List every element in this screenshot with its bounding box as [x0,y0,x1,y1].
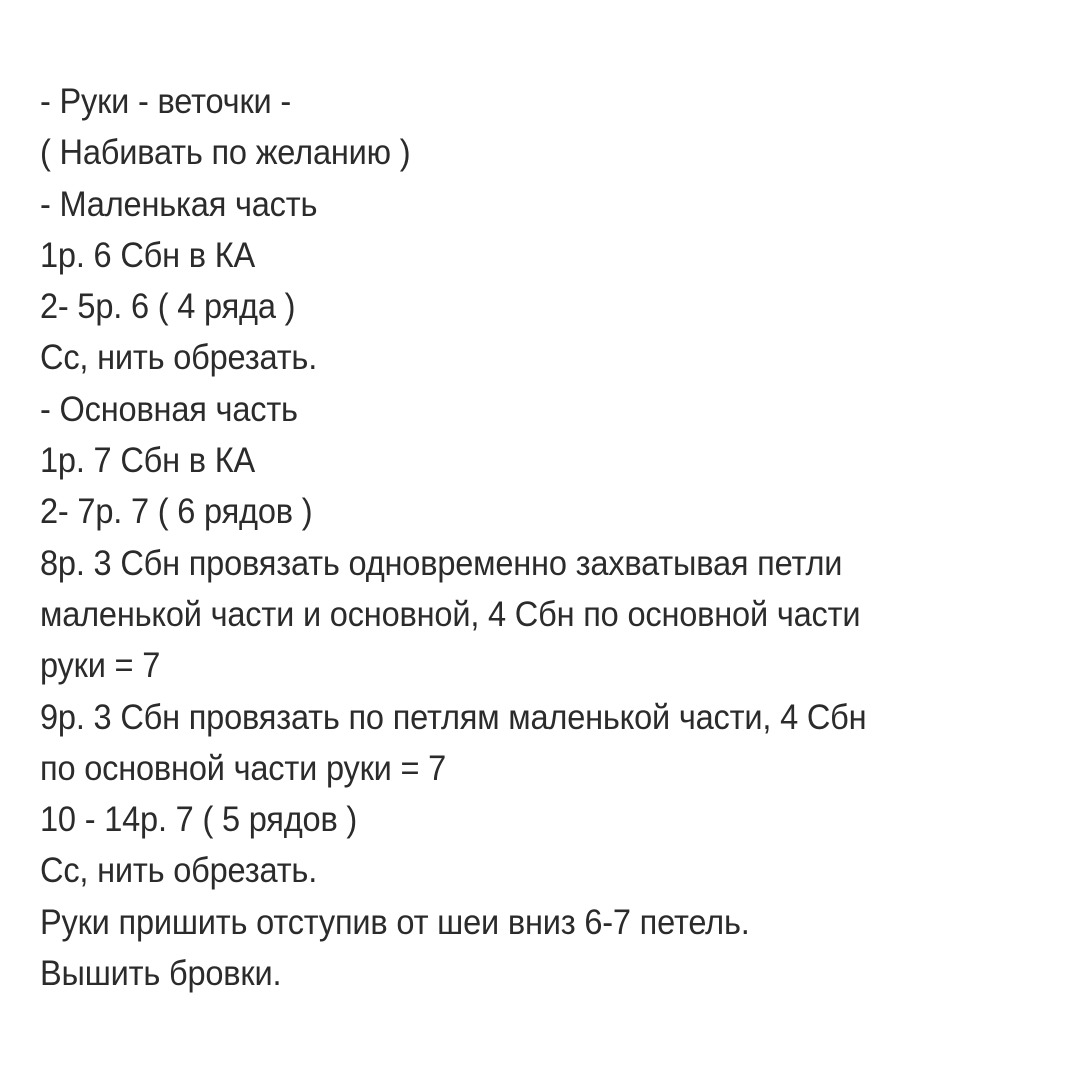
text-line: 9р. 3 Сбн провязать по петлям маленькой части, 4 Сбн [40,697,867,737]
text-line: Сс, нить обрезать. [40,338,318,378]
text-line: 2- 7р. 7 ( 6 рядов ) [40,492,313,532]
text-line: 8р. 3 Сбн провязать одновременно захватывая петли [40,543,843,583]
text-line: Руки пришить отступив от шеи вниз 6-7 петель. [40,902,750,942]
text-line: 2- 5р. 6 ( 4 ряда ) [40,287,296,327]
text-line: Вышить бровки. [40,954,282,994]
text-line: по основной части руки = 7 [40,748,447,788]
instruction-text [40,76,1050,999]
text-line: - Маленькая часть [40,184,318,224]
text-line: - Основная часть [40,389,298,429]
text-line: маленькой части и основной, 4 Сбн по основной части [40,594,861,634]
text-line: ( Набивать по желанию ) [40,133,411,173]
text-line: - Руки - веточки - [40,82,292,121]
text-line: руки = 7 [40,646,161,686]
text-line: 10 - 14р. 7 ( 5 рядов ) [40,800,358,840]
text-line: 1р. 7 Сбн в КА [40,441,256,481]
text-line: Сс, нить обрезать. [40,851,318,891]
text-line: 1р. 6 Сбн в КА [40,235,256,275]
